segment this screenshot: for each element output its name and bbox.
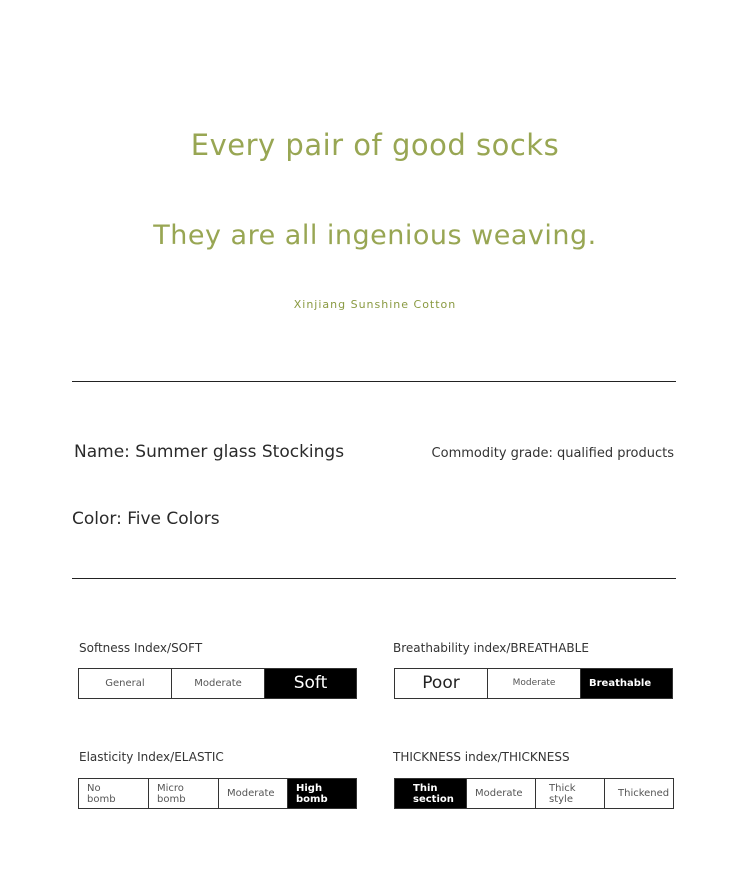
commodity-grade: Commodity grade: qualified products (431, 446, 674, 461)
softness-option-general: General (79, 669, 172, 698)
breathability-index-title: Breathability index/BREATHABLE (393, 641, 589, 655)
thickness-option-thickened: Thickened (618, 788, 670, 799)
headline-subtitle: Xinjiang Sunshine Cotton (293, 298, 457, 311)
product-color: Color: Five Colors (72, 509, 220, 529)
elasticity-index-title: Elasticity Index/ELASTIC (79, 750, 224, 764)
softness-option-moderate: Moderate (172, 669, 265, 698)
headline-line-2: They are all ingenious weaving. (153, 220, 597, 251)
thickness-option-thin-section: Thin section (395, 779, 467, 808)
breathability-option-poor: Poor (395, 669, 488, 698)
elasticity-option-micro-bomb: Micro bomb (149, 779, 219, 808)
thickness-option-moderate: Moderate (467, 779, 536, 808)
divider-top (72, 381, 676, 382)
softness-index-title: Softness Index/SOFT (79, 641, 203, 655)
thickness-index-title: THICKNESS index/THICKNESS (393, 750, 570, 764)
product-name: Name: Summer glass Stockings (74, 442, 345, 462)
breathability-option-breathable: Breathable (581, 669, 672, 698)
breathability-scale (394, 668, 673, 699)
elasticity-option-high-bomb: High bomb (288, 779, 356, 808)
elasticity-option-no-bomb: No bomb (79, 779, 149, 808)
breathability-option-moderate: Moderate (488, 669, 581, 698)
softness-option-soft: Soft (265, 669, 356, 698)
elasticity-scale (78, 778, 357, 809)
thickness-option-thick-style: Thick style (536, 779, 605, 808)
softness-scale (78, 668, 357, 699)
thickness-scale (394, 778, 674, 809)
divider-bottom (72, 578, 676, 579)
headline-line-1: Every pair of good socks (190, 128, 560, 162)
elasticity-option-moderate: Moderate (219, 779, 288, 808)
